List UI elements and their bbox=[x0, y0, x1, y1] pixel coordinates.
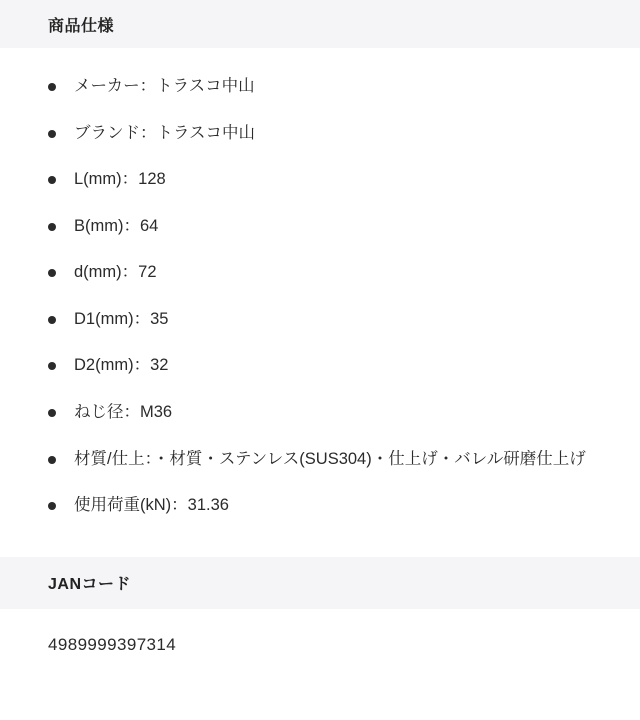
list-item bbox=[48, 493, 616, 519]
spec-item-text: D2(mm)：32 bbox=[74, 356, 169, 375]
bullet-icon bbox=[48, 83, 56, 91]
list-item bbox=[48, 121, 616, 147]
bullet-icon bbox=[48, 130, 56, 138]
bullet-icon bbox=[48, 316, 56, 324]
list-item bbox=[48, 447, 616, 473]
bullet-icon bbox=[48, 269, 56, 277]
bullet-icon bbox=[48, 409, 56, 417]
list-item bbox=[48, 214, 616, 240]
spec-item-text: 使用荷重(kN)：31.36 bbox=[74, 496, 229, 515]
jan-section-header: JANコード bbox=[0, 557, 640, 609]
spec-item-text: d(mm)：72 bbox=[74, 263, 157, 282]
spec-item-text: ねじ径：M36 bbox=[74, 402, 173, 421]
spec-item-text: メーカー：トラスコ中山 bbox=[74, 77, 255, 95]
bullet-icon bbox=[48, 502, 56, 510]
spec-item-text: 材質/仕上：・材質・ステンレス(SUS304)・仕上げ・バレル研磨仕上げ bbox=[74, 449, 586, 468]
spec-list bbox=[0, 48, 640, 535]
spec-item-text: ブランド：トラスコ中山 bbox=[74, 123, 256, 142]
list-item bbox=[48, 353, 616, 379]
list-item bbox=[48, 260, 616, 286]
list-item bbox=[48, 400, 616, 426]
list-item bbox=[48, 167, 616, 193]
spec-item-text: L(mm)：128 bbox=[74, 170, 166, 189]
list-item bbox=[48, 74, 616, 100]
bullet-icon bbox=[48, 223, 56, 231]
spec-item-text: D1(mm)：35 bbox=[74, 309, 169, 328]
spec-section-header: 商品仕様 bbox=[0, 0, 640, 48]
bullet-icon bbox=[48, 456, 56, 464]
list-item bbox=[48, 307, 616, 333]
jan-code-value: 4989999397314 bbox=[48, 634, 177, 654]
bullet-icon bbox=[48, 362, 56, 370]
spec-item-text: B(mm)：64 bbox=[74, 216, 159, 235]
bullet-icon bbox=[48, 176, 56, 184]
